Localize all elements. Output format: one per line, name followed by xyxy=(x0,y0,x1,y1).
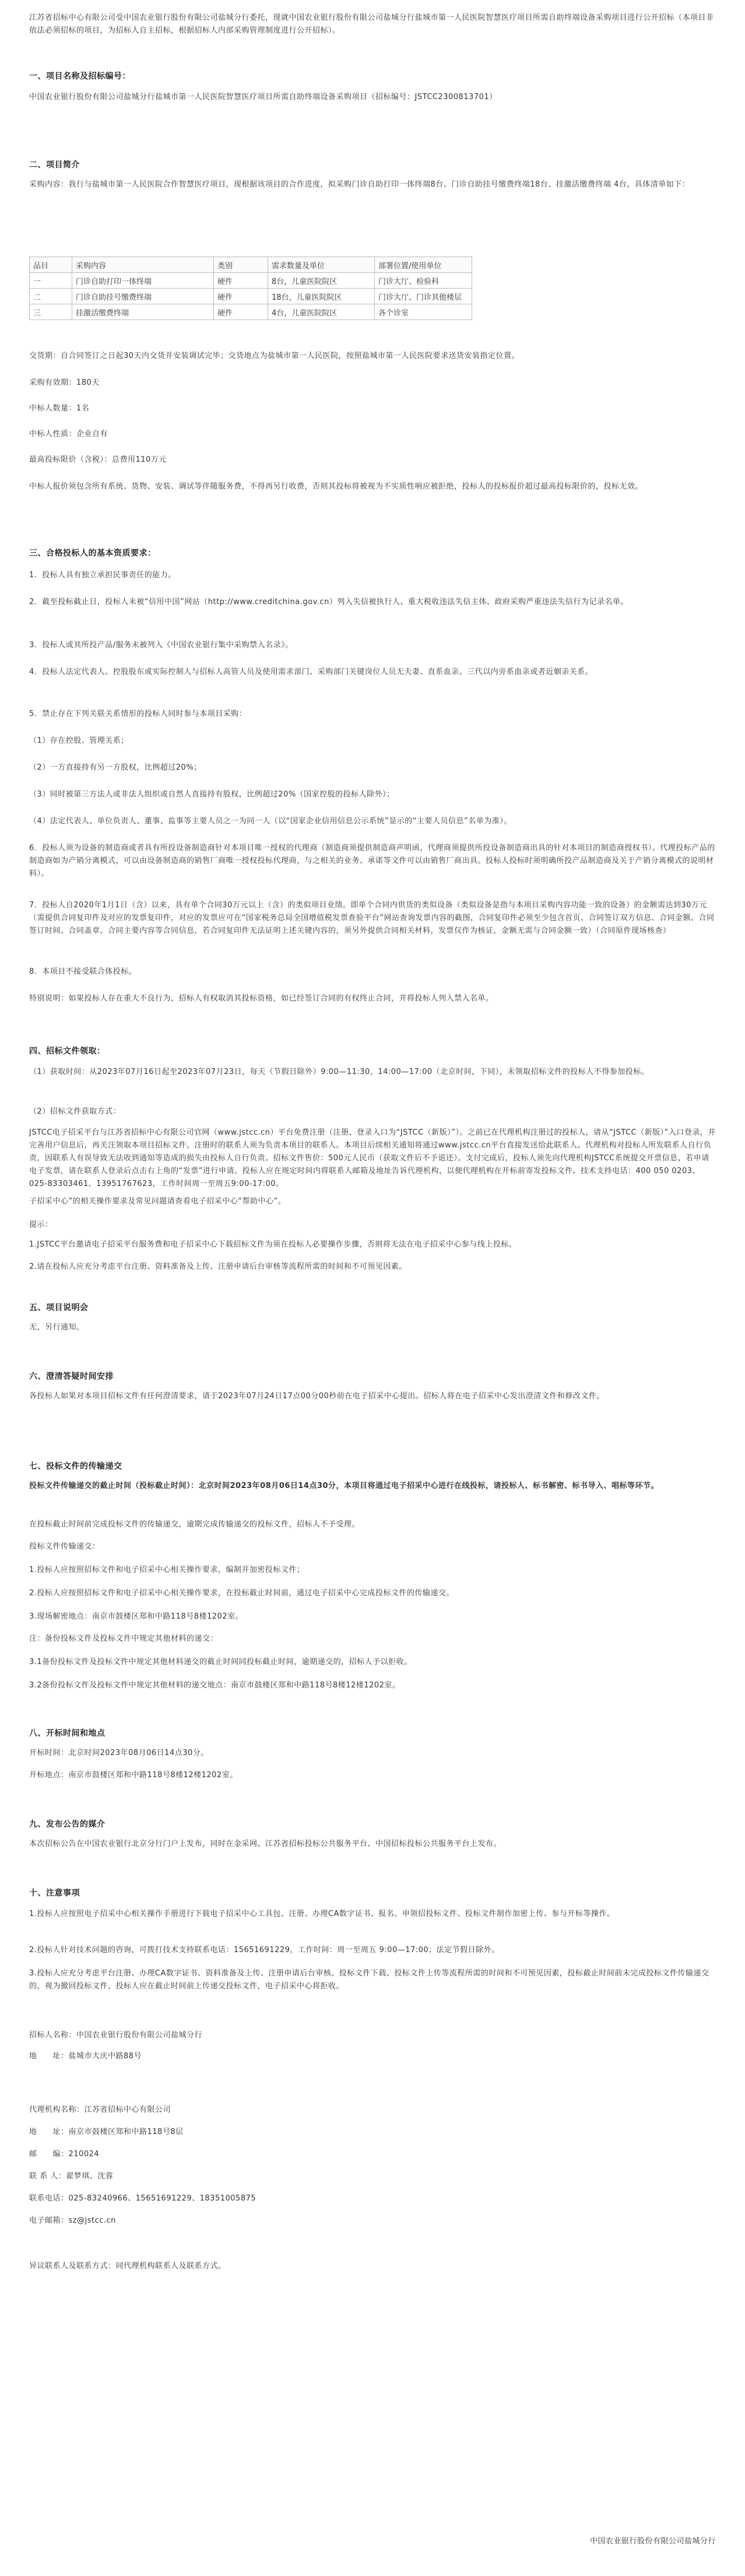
qualification-item: （2）一方直接持有另一方股权，比例超过20%； xyxy=(29,763,202,772)
objection-contact: 异议联系人及联系方式：同代理机构联系人及联系方式。 xyxy=(29,2262,226,2270)
table-cell: 4台，儿童医院院区 xyxy=(268,304,375,320)
section-title: 四、招标文件领取： xyxy=(29,1047,106,1056)
issuer-signature: 中国农业银行股份有限公司盐城分行 xyxy=(589,2537,716,2546)
media-text: 本次招标公告在中国农业银行北京分行门户上发布，同时在金采网、江苏省招标投标公共服务平台、中国招标投标公共服务平台上发布。 xyxy=(29,1840,502,1848)
tender-name: 招标人名称：中国农业银行股份有限公司盐城分行 xyxy=(29,2031,203,2040)
submission-text: 投标文件传输递交： xyxy=(29,1542,100,1551)
table-cell: 硬件 xyxy=(214,289,268,304)
table-row xyxy=(30,273,472,289)
opening-time: 开标时间：北京时间2023年08月06日14点30分。 xyxy=(29,1749,209,1757)
table-row xyxy=(30,289,472,304)
submission-text: 3.1备份投标文件及投标文件中规定其他材料递交的截止时间同投标截止时间，逾期递交的，招标人予以拒收。 xyxy=(29,1658,412,1666)
item-table xyxy=(29,257,472,320)
table-cell: 18台，儿童医院院区 xyxy=(268,289,375,304)
qualification-item: （4）法定代表人、单位负责人、董事、监事等主要人员之一为同一人（以“国家企业信用信息公示系统”显示的“主要人员信息”名单为准）。 xyxy=(29,817,512,826)
intro-paragraph: 江苏省招标中心有限公司受中国农业银行股份有限公司盐城分行委托，现就中国农业银行股份有限公司盐城分行盐城市第一人民医院智慧医疗项目所需自助终端设备采购项目进行公开招标（本项目非依法必须招标的项目，为招标人自主招标，根据招标人内部采购管理制度进行公开招标）。 xyxy=(29,13,714,35)
qualification-item: 2．截至投标截止日，投标人未被“信用中国”网站（http://www.creditchina.gov.cn）列入失信被执行人、重大税收违法失信主体、政府采购严重违法失信行为记录名单。 xyxy=(29,598,628,606)
section-title: 七、投标文件的传输递交 xyxy=(29,1462,122,1471)
project-name-text: 中国农业银行股份有限公司盐城分行盐城市第一人民医院智慧医疗项目所需自助终端设备采购项目（招标编号：JSTCC2300813701） xyxy=(29,93,497,101)
validity-text: 采购有效期：180天 xyxy=(29,378,100,387)
qualification-item: （1）存在控股、管理关系； xyxy=(29,736,129,745)
table-cell: 硬件 xyxy=(214,304,268,320)
clarification-text: 各投标人如果对本项目招标文件有任何澄清要求，请于2023年07月24日17点00分00秒前在电子招采中心提出。招标人将在电子招采中心发出澄清文件和修改文件。 xyxy=(29,1392,605,1401)
agency-phone: 联系电话：025-83240966、15651691229、18351005875 xyxy=(29,2194,256,2203)
qualification-item: 1．投标人具有独立承担民事责任的能力。 xyxy=(29,571,176,580)
section-title: 十、注意事项 xyxy=(29,1889,80,1898)
tip-item: 1.JSTCC平台邀请电子招采平台服务费和电子招采中心下载招标文件为须在投标人必要操作步骤，否则将无法在电子招采中心参与线上投标。 xyxy=(29,1240,517,1249)
submission-text: 3.2备份投标文件及投标文件中规定其他材料的递交地点：南京市鼓楼区郑和中路118号8楼12楼1202室。 xyxy=(29,1681,400,1690)
notes-item: 3.投标人应充分考虑平台注册、办理CA数字证书、资料准备及上传、注册申请后台审核、投标文件下载、投标文件上传等流程所需的时间和不可预见因素，投标截止时间前未完成投标文件传输递交的，视为撤回投标文件，投标人应在截止时间前上传递交投标文件，电子招采中心将拒收。 xyxy=(29,1969,709,1991)
agency-postcode: 邮 编：210024 xyxy=(29,2150,100,2159)
section-title: 二、项目简介 xyxy=(29,160,80,170)
qualification-item: 7．投标人自2020年1月1日（含）以来，具有单个合同30万元以上（含）的类似项目业绩。即单个合同内供货的类似设备（类似设备是指与本项目采购内容功能一致的设备）的金额需达到30万元（需提供合同复印件及对应的发票复印件，对应的发票应可在“国家税务总局全国增值税发票查验平台”网站查询发票内容的截图，合同复印件必须至少包含首页、合同签订双方信息、合同金额、合同签订时间、合同盖章、合同主要内容等合同信息，若合同复印件无法证明上述关键内容的，须另外提供合同相关材料，发票仅作为核证，金额无需与合同金额一致）（合同原件现场核查） xyxy=(29,901,715,935)
submission-deadline: 投标文件传输递交的截止时间（投标截止时间）：北京时间2023年08月06日14点30分，本项目将通过电子招采中心进行在线投标，请投标人、标书解密、标书导入、唱标等环节。 xyxy=(29,1482,659,1490)
table-header-cell: 品目 xyxy=(30,257,72,273)
briefing-text: 无，另行通知。 xyxy=(29,1323,85,1332)
section-title: 五、项目说明会 xyxy=(29,1303,89,1312)
qualification-item: （3）同时被第三方法人或非法人组织或自然人直接持有股权，比例超过20%（国家控股的投标人除外）； xyxy=(29,790,395,799)
agency-contact-person: 联 系 人：翟梦琪、沈蓉 xyxy=(29,2172,114,2181)
section-title: 三、合格投标人的基本资质要求： xyxy=(29,549,156,558)
table-header-cell: 需求数量及单位 xyxy=(268,257,375,273)
opening-place: 开标地点：南京市鼓楼区郑和中路118号8楼12楼1202室。 xyxy=(29,1771,238,1780)
submission-text: 2.投标人应按照招标文件和电子招采中心相关操作要求，在投标截止时间前，通过电子招采中心完成投标文件的传输递交。 xyxy=(29,1589,454,1598)
table-cell: 门诊自助挂号缴费终端 xyxy=(72,289,214,304)
submission-text: 在投标截止时间前完成投标文件的传输递交，逾期完成传输递交的投标文件，招标人不予受理。 xyxy=(29,1520,360,1529)
table-cell: 门诊自助打印一体终端 xyxy=(72,273,214,289)
table-header-cell: 采购内容 xyxy=(72,257,214,273)
qualification-item: 3．投标人或其所投产品/服务未被列入《中国农业银行集中采购禁入名录》。 xyxy=(29,641,293,650)
tender-address: 地 址：盐城市大庆中路88号 xyxy=(29,2052,142,2061)
submission-text: 1.投标人应按照招标文件和电子招采中心相关操作要求，编制并加密投标文件； xyxy=(29,1566,305,1574)
acquisition-time: （1）获取时间：从2023年07月16日起至2023年07月23日，每天（节假日除外）9:00—11:30，14:00—17:00（北京时间，下同），未领取招标文件的投标人不得参加投标。 xyxy=(29,1068,649,1076)
winner-nature-text: 中标人性质：企业自有 xyxy=(29,430,108,438)
tip-label: 提示： xyxy=(29,1220,53,1229)
agency-name: 代理机构名称：江苏省招标中心有限公司 xyxy=(29,2105,171,2114)
table-header-cell: 类别 xyxy=(214,257,268,273)
table-cell: 门诊大厅、检验科 xyxy=(375,273,472,289)
qualification-item: 6．投标人须为设备的制造商或者具有所投设备制造商针对本项目唯一授权的代理商（制造商须提供制造商声明函，代理商须提供所投设备制造商出具的针对本项目的制造商授权书）。代理投标产品的制造商如为产销分离模式，可以由设备制造商的销售厂商唯一授权投标代理商，与之相关的业务、承诺等文件可以由销售厂商出具。投标人投标时须明确所投产品制造商及关于产销分离模式的说明材料）。 xyxy=(29,844,715,878)
table-cell: 挂激活缴费终端 xyxy=(72,304,214,320)
notes-item: 1.投标人应按照电子招采中心相关操作手册进行下载电子招采中心工具包、注册、办理CA数字证书、报名、申领招投标文件、投标文件制作加密上传、参与开标等操作。 xyxy=(29,1910,615,1918)
table-cell: 三 xyxy=(30,304,72,320)
table-cell: 8台，儿童医院院区 xyxy=(268,273,375,289)
qualification-item: 5．禁止存在下列关联关系情形的投标人同时参与本项目采购： xyxy=(29,710,247,718)
qualification-item: 4．投标人法定代表人、控股股东或实际控制人与招标人高管人员及使用需求部门、采购部门关键岗位人员无夫妻、直系血亲、三代以内旁系血亲或者近姻亲关系。 xyxy=(29,668,593,676)
purchase-content-text: 采购内容：我行与盐城市第一人民医院合作智慧医疗项目，现根据该项目的合作进度，拟采购门诊自助打印一体终端8台、门诊自助挂号缴费终端18台、挂激活缴费终端 4台，具体清单如下： xyxy=(29,180,690,189)
tip-item: 2.请在投标人应充分考虑平台注册、资料准备及上传、注册申请后台审核等流程所需的时间和不可预见因素。 xyxy=(29,1262,407,1271)
agency-email: 电子邮箱：sz@jstcc.cn xyxy=(29,2216,116,2225)
acquisition-method-text: JSTCC电子招采平台与江苏省招标中心有限公司官网（www.jstcc.cn）平台免费注册（注册、登录入口为“JSTCC（新版）”）。之前已在代理机构注册过的投标人，请从“JSTCC（新版）”入口登录，并完善用户信息后，再关注领取本项目招标文件。注册时的联系人须为负责本项目的联系人。本项目后续相关通知将通过www.jstcc.cn平台直接发送给此联系人。代理机构对投标人所发联系人自行负责，因联系人有误导致无法收到通知等造成的损失由投标人自行负责。招标文件售价：500元人民币（获取文件后不予退还）。支付完成后，投标人须先向代理机构JSTCC系统提交开票信息，若申请电子发票，请在联系人登录后点击右上角的“发票”进行申请。投标人应在规定时间内将联系人邮箱及地址告诉代理机构，以便代理机构在开标前寄发投标文件、技术支持电话：400 050 0203、025-83303461、13951767623，工作时间周一至周五9:00-17:00。 xyxy=(29,1128,716,1188)
table-cell: 硬件 xyxy=(214,273,268,289)
section-title: 一、项目名称及招标编号： xyxy=(29,72,131,81)
section-title: 八、开标时间和地点 xyxy=(29,1729,106,1738)
acquisition-method-label: （2）招标文件获取方式： xyxy=(29,1107,121,1116)
table-row xyxy=(30,304,472,320)
table-cell: 一 xyxy=(30,273,72,289)
section-title: 六、澄清答疑时间安排 xyxy=(29,1372,114,1381)
agency-address: 地 址：南京市鼓楼区郑和中路118号8层 xyxy=(29,2128,184,2136)
submission-text: 注：备份投标文件及投标文件中规定其他材料的递交： xyxy=(29,1634,219,1643)
qualification-item: 特别说明：如果投标人存在重大不良行为，招标人有权取消其投标资格，如已经签订合同的有权终止合同，并将投标人列入禁入名单。 xyxy=(29,994,494,1003)
table-cell: 各个诊室 xyxy=(375,304,472,320)
table-header-row xyxy=(30,257,472,273)
price-limit-text: 最高投标限价（含税）：总费用110万元 xyxy=(29,455,167,464)
section-title: 九、发布公告的媒介 xyxy=(29,1820,106,1829)
table-cell: 二 xyxy=(30,289,72,304)
winner-count-text: 中标人数量：1名 xyxy=(29,404,90,413)
table-header-cell: 部署位置/使用单位 xyxy=(375,257,472,273)
submission-text: 3.现场解密地点：南京市鼓楼区郑和中路118号8楼1202室。 xyxy=(29,1612,244,1621)
qualification-item: 8．本项目不接受联合体投标。 xyxy=(29,967,137,976)
price-note-text: 中标人报价须包含所有系统、货物、安装、调试等伴随服务费，不得再另行收费，否则其投标将被视为不实质性响应被拒绝，投标人的投标报价超过最高投标限价的，投标无效。 xyxy=(29,482,644,491)
notes-item: 2.投标人针对技术问题的咨询，可拨打技术支持联系电话：15651691229，工作时间：周一至周五 9:00—17:00；法定节假日除外。 xyxy=(29,1946,500,1954)
table-cell: 门诊大厅、门诊其他楼层 xyxy=(375,289,472,304)
delivery-text: 交货期：自合同签订之日起30天内交货并安装调试完毕；交货地点为盐城市第一人民医院，按照盐城市第一人民医院要求送货安装指定位置。 xyxy=(29,352,520,360)
acquisition-method-text-cont: 子招采中心”的相关操作要求及常见问题请查看电子招采中心“帮助中心”。 xyxy=(29,1197,286,1206)
